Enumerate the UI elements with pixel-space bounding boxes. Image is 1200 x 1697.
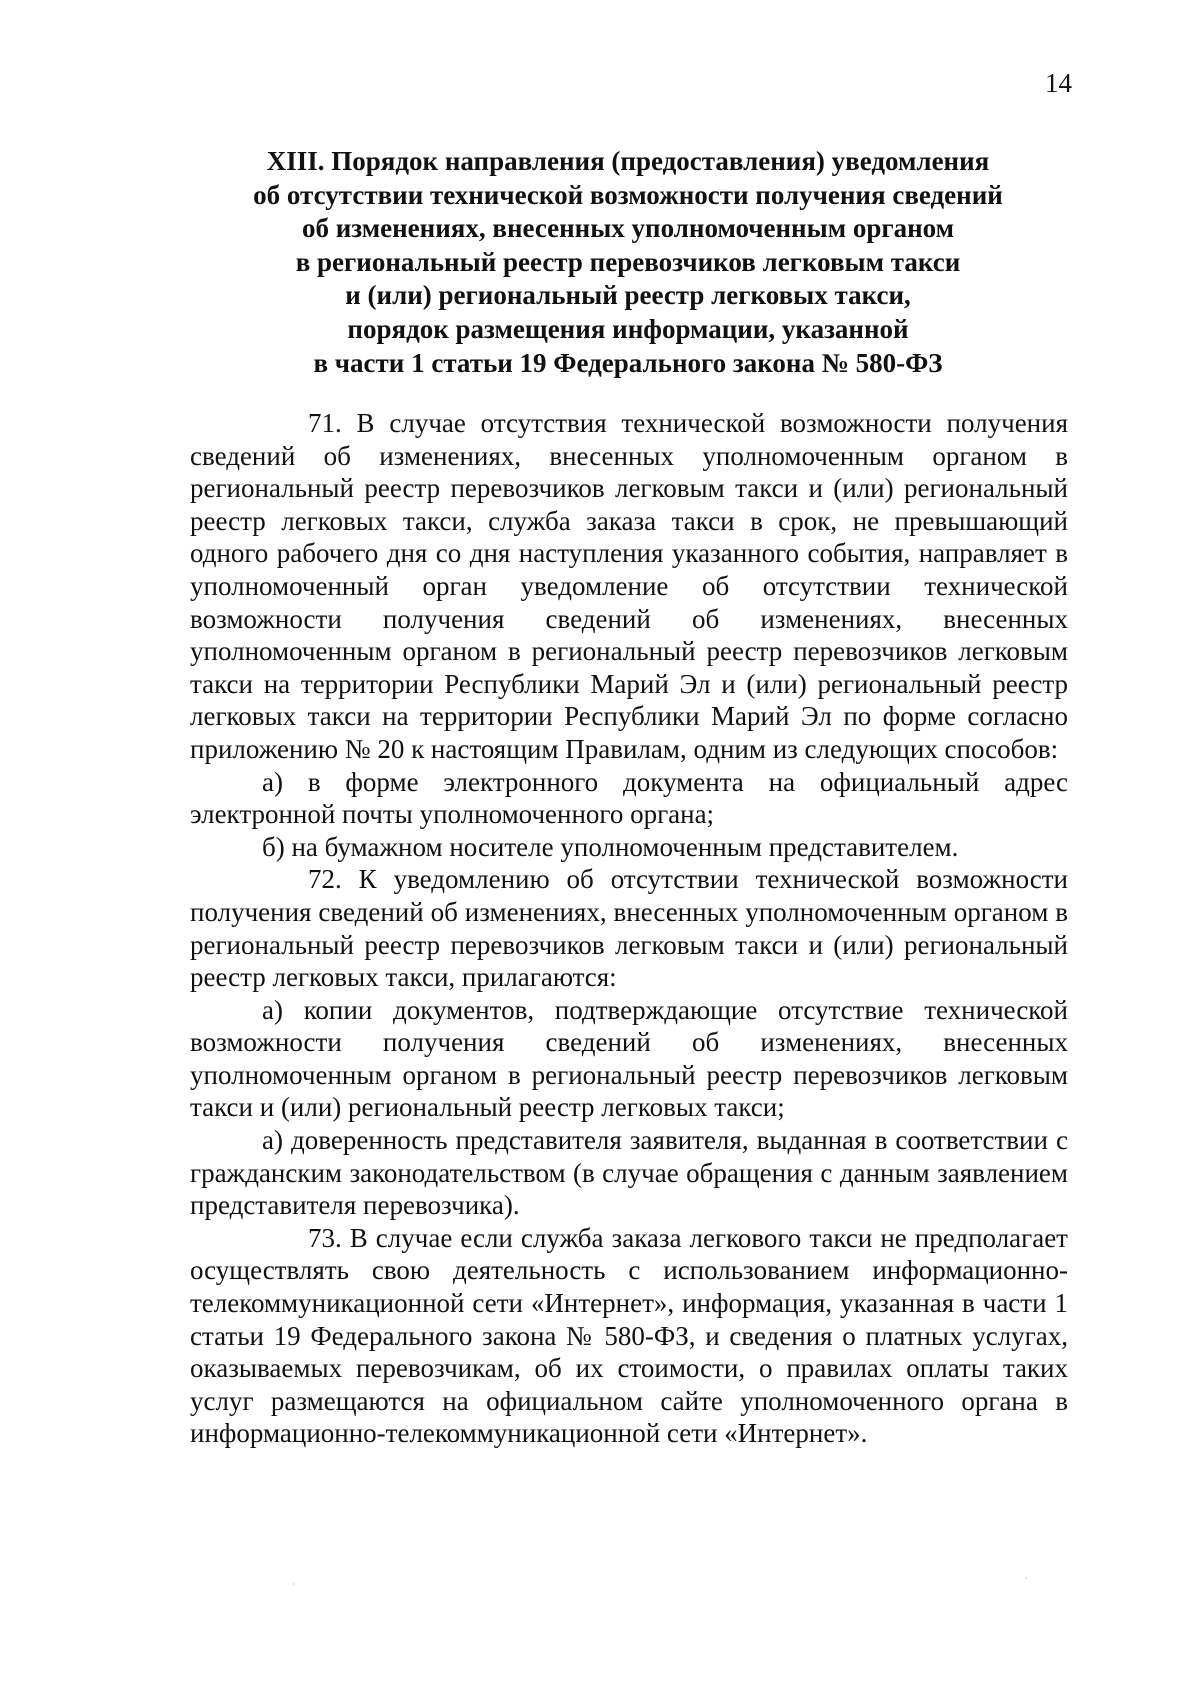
heading-line: порядок размещения информации, указанной [347,313,909,344]
heading-line: в региональный реестр перевозчиков легковым такси [295,246,961,277]
heading-line: об изменениях, внесенных уполномоченным органом [301,213,955,244]
paragraph-73: 73. В случае если служба заказа легкового такси не предполагает осуществлять свою деятельность с использованием информационно-телекоммуникационной сети «Интернет», информация, указанная в части 1 статьи 19 Федерального закона № 580-ФЗ, и сведения о платных услугах, оказываемых перевозчикам, об их стоимости, о правилах оплаты таких услуг размещаются на официальном сайте уполномоченного органа в информационно-телекоммуникационной сети «Интернет». [190,1222,1068,1449]
section-heading [190,145,1066,380]
heading-line: и (или) региональный реестр легковых такси, [345,280,911,311]
heading-line: XIII. Порядок направления (предоставления) уведомления [266,146,990,176]
heading-line: в части 1 статьи 19 Федерального закона № 580-ФЗ [313,347,943,378]
paragraph-71: 71. В случае отсутствия технической возможности получения сведений об изменениях, внесенных уполномоченным органом в региональный реестр перевозчиков легковым такси и (или) региональный реестр легковых такси, служба заказа такси в срок, не превышающий одного рабочего дня со дня наступления указанного события, направляет в уполномоченный орган уведомление об отсутствии технической возможности получения сведений об изменениях, внесенных уполномоченным органом в региональный реестр перевозчиков легковым такси на территории Республики Марий Эл и (или) региональный реестр легковых такси на территории Республики Марий Эл по форме согласно приложению № 20 к настоящим Правилам, одним из следующих способов: [190,408,1068,764]
paragraph-72-item-a-second: а) доверенность представителя заявителя, выданная в соответствии с гражданским законодательством (в случае обращения с данным заявлением представителя перевозчика). [190,1125,1068,1221]
scan-speck [293,1583,294,1585]
paragraph-71-item-b: б) на бумажном носителе уполномоченным представителем. [262,831,959,862]
heading-line: об отсутствии технической возможности получения сведений [253,179,1003,210]
paragraph-72-item-a: а) копии документов, подтверждающие отсутствие технической возможности получения сведений об изменениях, внесенных уполномоченным органом в региональный реестр перевозчиков легковым такси и (или) региональный реестр легковых такси; [190,994,1068,1123]
document-body [190,407,1068,1450]
scan-speck [1026,1577,1027,1579]
page-number: 14 [1045,68,1072,98]
paragraph-72: 72. К уведомлению об отсутствии технической возможности получения сведений об изменениях, внесенных уполномоченным органом в региональный реестр перевозчиков легковым такси и (или) региональный реестр легковых такси, прилагаются: [190,864,1068,993]
paragraph-71-item-a: а) в форме электронного документа на официальный адрес электронной почты уполномоченного органа; [190,766,1068,830]
